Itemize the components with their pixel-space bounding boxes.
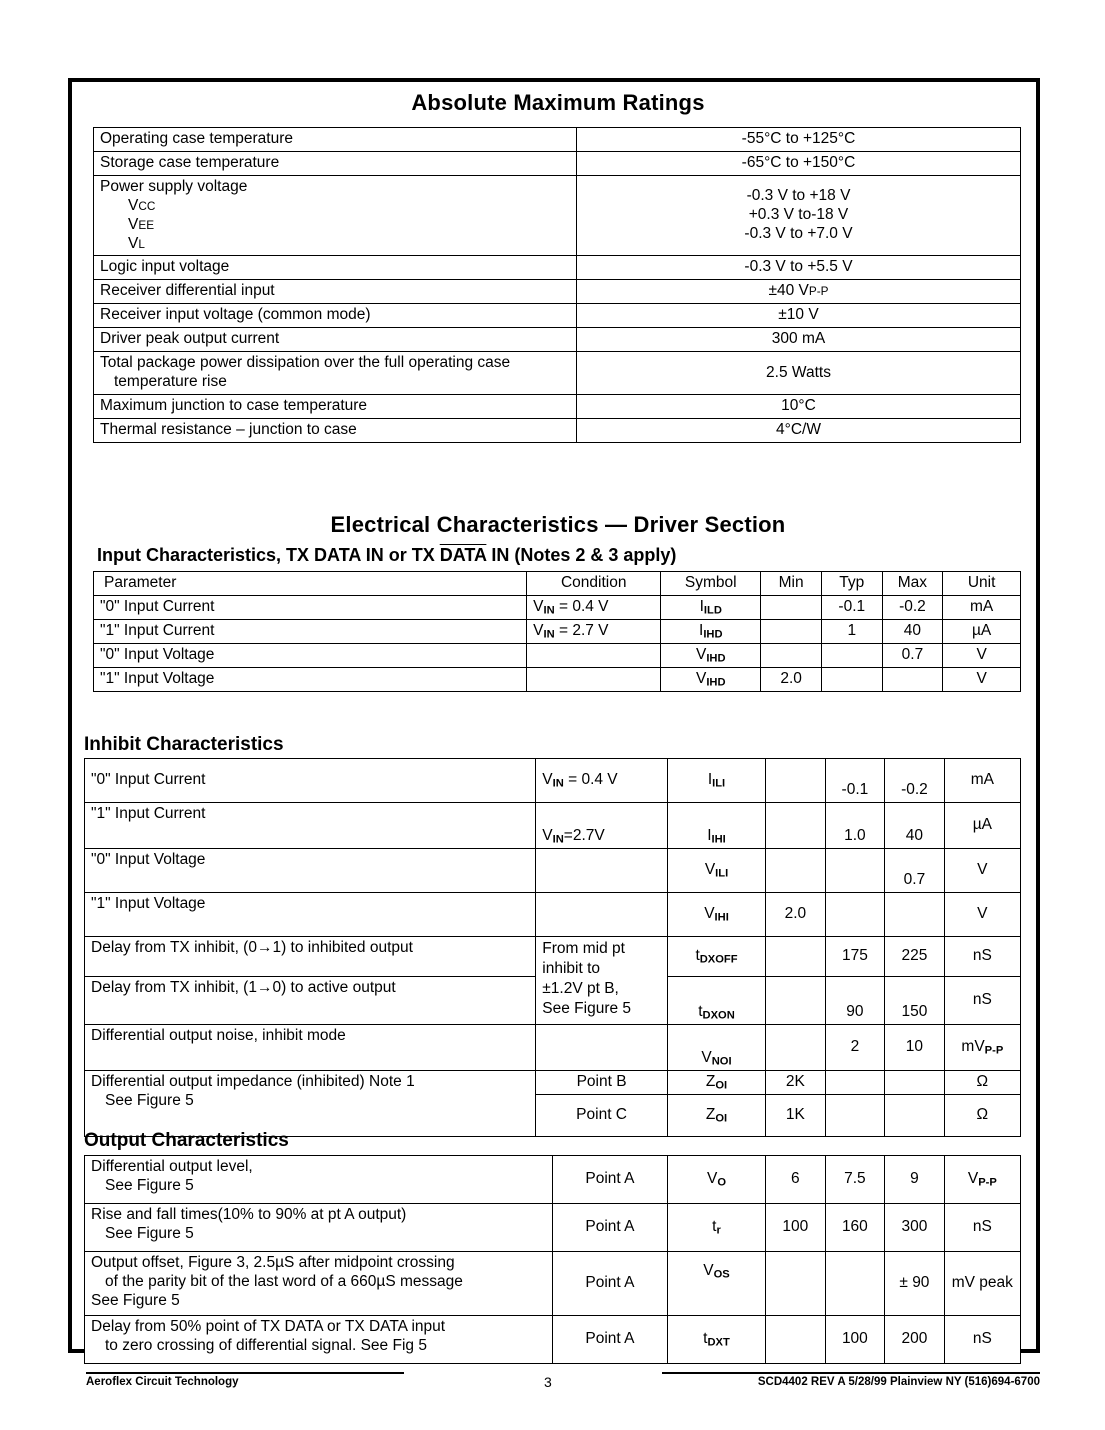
param: Differential output noise, inhibit mode: [85, 1025, 536, 1071]
amr-value: -0.3 V to +5.5 V: [577, 256, 1021, 280]
param: "0" Input Current: [85, 759, 536, 803]
condition: Point B: [536, 1071, 668, 1095]
amr-subparam-vee: VEE: [128, 215, 155, 233]
table-row: [85, 1252, 1021, 1316]
table-row: [85, 1316, 1021, 1364]
unit: nS: [944, 1316, 1020, 1364]
min: [761, 619, 822, 643]
typ: 1.0: [825, 803, 885, 849]
symbol: $V_{NOI}$: [667, 1025, 765, 1071]
min: [766, 1252, 826, 1316]
typ: [825, 893, 885, 937]
unit: Ω: [944, 1094, 1020, 1136]
max: 0.7: [882, 643, 943, 667]
col-max: Max: [882, 572, 943, 596]
param-line1: Differential output level,: [91, 1158, 253, 1175]
min: [766, 977, 826, 1025]
symbol: $V_{IHD}$: [661, 643, 761, 667]
condition: [536, 893, 668, 937]
min: 2K: [766, 1071, 826, 1095]
condition: Point A: [552, 1252, 667, 1316]
table-row: [85, 1156, 1021, 1204]
param-line1: Delay from 50% point of TX DATA or TX DATA input: [91, 1318, 446, 1335]
amr-param: Thermal resistance – junction to case: [94, 418, 577, 442]
typ: [825, 1094, 885, 1136]
param-line2: to zero crossing of differential signal. See Fig 5: [105, 1336, 427, 1354]
footer-rule-right: [662, 1372, 1040, 1374]
unit: V: [944, 849, 1020, 893]
typ: [821, 667, 882, 691]
max: 10: [885, 1025, 945, 1071]
amr-param: Driver peak output current: [94, 328, 577, 352]
table-row: [94, 328, 1021, 352]
symbol: $Z_{OI}$: [667, 1094, 765, 1136]
amr-param: Receiver differential input: [94, 280, 577, 304]
input-heading-post: IN (Notes 2 & 3 apply): [486, 545, 677, 565]
min: 2.0: [766, 893, 826, 937]
unit: nS: [944, 1204, 1020, 1252]
table-row: [85, 1204, 1021, 1252]
symbol: $I_{IHD}$: [661, 619, 761, 643]
min: [766, 759, 826, 803]
typ: -0.1: [821, 595, 882, 619]
param: "1" Input Voltage: [85, 893, 536, 937]
table-row: [85, 803, 1021, 849]
table-row: [94, 256, 1021, 280]
param: "0" Input Voltage: [85, 849, 536, 893]
amr-param-line2: temperature rise: [114, 372, 227, 390]
min: [766, 849, 826, 893]
amr-param-label: Power supply voltage: [100, 177, 248, 195]
footer-document-id: SCD4402 REV A 5/28/99 Plainview NY (516)694-6700: [757, 1376, 1040, 1388]
param: "0" Input Voltage: [94, 643, 527, 667]
unit: $mV_{P-P}$: [944, 1025, 1020, 1071]
param: [85, 1156, 553, 1204]
typ: 100: [825, 1316, 885, 1364]
max: ± 90: [885, 1252, 945, 1316]
max: [885, 893, 945, 937]
unit: V: [943, 643, 1021, 667]
condition: $V_{IN} = 0.4$ V: [527, 595, 661, 619]
condition: [536, 849, 668, 893]
condition-merged: [536, 937, 668, 1025]
condition-line1: From mid pt: [542, 940, 625, 957]
max: 200: [885, 1316, 945, 1364]
symbol: $V_O$: [667, 1156, 765, 1204]
unit: V: [944, 893, 1020, 937]
min: 2.0: [761, 667, 822, 691]
table-row: [85, 1025, 1021, 1071]
max: -0.2: [882, 595, 943, 619]
symbol: $t_{DXOFF}$: [667, 937, 765, 977]
symbol: $V_{IHI}$: [667, 893, 765, 937]
min: [766, 937, 826, 977]
unit: V: [943, 667, 1021, 691]
param: "1" Input Current: [94, 619, 527, 643]
param-line1: Rise and fall times(10% to 90% at pt A output): [91, 1206, 407, 1223]
page-footer: [68, 1368, 1040, 1398]
abs-max-title: Absolute Maximum Ratings: [411, 90, 705, 115]
unit: $V_{P-P}$: [944, 1156, 1020, 1204]
col-parameter: Parameter: [94, 572, 527, 596]
condition: $V_{IN} = 0.4$ V: [536, 759, 668, 803]
col-min: Min: [761, 572, 822, 596]
typ: [825, 849, 885, 893]
min: [766, 1316, 826, 1364]
amr-value: 2.5 Watts: [577, 352, 1021, 395]
table-row: [94, 304, 1021, 328]
input-heading-overline: DATA: [439, 545, 487, 565]
symbol: $V_{IHD}$: [661, 667, 761, 691]
param: "1" Input Current: [85, 803, 536, 849]
condition: Point A: [552, 1156, 667, 1204]
min: 1K: [766, 1094, 826, 1136]
amr-value-vee: +0.3 V to-18 V: [748, 206, 849, 224]
param-line2: See Figure 5: [105, 1091, 194, 1109]
max: -0.2: [885, 759, 945, 803]
max: 0.7: [885, 849, 945, 893]
min: [766, 1025, 826, 1071]
col-unit: Unit: [943, 572, 1021, 596]
max: [885, 1071, 945, 1095]
amr-subparam-vcc: VCC: [128, 196, 156, 214]
table-row: [85, 849, 1021, 893]
symbol: $Z_{OI}$: [667, 1071, 765, 1095]
typ: [821, 643, 882, 667]
symbol: $V_{OS}$: [667, 1252, 765, 1316]
amr-value-vpp: ±40 VP-P: [577, 280, 1021, 304]
inhibit-characteristics-table: [84, 758, 1021, 1137]
param-line1: Output offset, Figure 3, 2.5µS after midpoint crossing: [91, 1254, 455, 1271]
table-row: [94, 418, 1021, 442]
table-row: [94, 595, 1021, 619]
inhibit-characteristics-title: Inhibit Characteristics: [84, 734, 284, 755]
symbol: $V_{ILI}$: [667, 849, 765, 893]
typ: -0.1: [825, 759, 885, 803]
amr-value: ±10 V: [577, 304, 1021, 328]
max: 40: [885, 803, 945, 849]
symbol: $I_{ILD}$: [661, 595, 761, 619]
amr-param: Maximum junction to case temperature: [94, 394, 577, 418]
amr-subparam-vl: VL: [128, 234, 145, 252]
symbol: $t_{DXT}$: [667, 1316, 765, 1364]
typ: 175: [825, 937, 885, 977]
amr-param-power-supply: [94, 175, 577, 256]
amr-param: Receiver input voltage (common mode): [94, 304, 577, 328]
page-frame: [68, 78, 1040, 1353]
param-line3: See Figure 5: [91, 1291, 180, 1309]
param: "1" Input Voltage: [94, 667, 527, 691]
typ: 1: [821, 619, 882, 643]
amr-param-line1: Total package power dissipation over the full operating case: [100, 354, 511, 372]
max: 300: [885, 1204, 945, 1252]
table-row: [94, 643, 1021, 667]
col-symbol: Symbol: [661, 572, 761, 596]
max: 9: [885, 1156, 945, 1204]
unit: µA: [943, 619, 1021, 643]
typ: 2: [825, 1025, 885, 1071]
max: [882, 667, 943, 691]
footer-page-number: 3: [544, 1374, 552, 1390]
unit: mV peak: [944, 1252, 1020, 1316]
condition: Point A: [552, 1316, 667, 1364]
max: 150: [885, 977, 945, 1025]
param: [85, 1071, 536, 1137]
table-row: [94, 128, 1021, 152]
amr-value: 300 mA: [577, 328, 1021, 352]
footer-company: Aeroflex Circuit Technology: [86, 1376, 239, 1388]
amr-param: Logic input voltage: [94, 256, 577, 280]
table-row: [85, 1071, 1021, 1095]
table-row: [94, 175, 1021, 256]
amr-param: Storage case temperature: [94, 151, 577, 175]
amr-value-vl: -0.3 V to +7.0 V: [744, 225, 853, 243]
input-characteristics-heading: [97, 545, 676, 566]
table-row: [94, 667, 1021, 691]
table-row: [94, 394, 1021, 418]
input-characteristics-table: [93, 571, 1021, 692]
param: [85, 1316, 553, 1364]
typ: [825, 1252, 885, 1316]
amr-value: -65°C to +150°C: [577, 151, 1021, 175]
symbol: $t_r$: [667, 1204, 765, 1252]
condition: [527, 667, 661, 691]
param-line2: See Figure 5: [105, 1224, 194, 1242]
absolute-maximum-ratings-table: [93, 127, 1021, 443]
table-row: [94, 352, 1021, 395]
typ: 160: [825, 1204, 885, 1252]
typ: 7.5: [825, 1156, 885, 1204]
table-row: [94, 280, 1021, 304]
condition-line4: See Figure 5: [542, 1000, 632, 1018]
min: 6: [766, 1156, 826, 1204]
param: [85, 1252, 553, 1316]
unit: nS: [944, 977, 1020, 1025]
condition-line3: ±1.2V pt B,: [542, 980, 619, 998]
table-row: [85, 937, 1021, 977]
symbol: $t_{DXON}$: [667, 977, 765, 1025]
typ: [825, 1071, 885, 1095]
param: Delay from TX inhibit, (1→0) to active output: [85, 977, 536, 1025]
typ: 90: [825, 977, 885, 1025]
param-line2: of the parity bit of the last word of a 660µS message: [105, 1272, 463, 1290]
symbol: $I_{ILI}$: [667, 759, 765, 803]
unit: mA: [944, 759, 1020, 803]
param: "0" Input Current: [94, 595, 527, 619]
unit: Ω: [944, 1071, 1020, 1095]
min: [761, 643, 822, 667]
condition-line2: inhibit to: [542, 960, 601, 978]
unit: nS: [944, 937, 1020, 977]
table-row: [94, 619, 1021, 643]
footer-rule-left: [86, 1372, 404, 1374]
amr-param: Operating case temperature: [94, 128, 577, 152]
param-line2: See Figure 5: [105, 1176, 194, 1194]
condition: Point A: [552, 1204, 667, 1252]
amr-value: 4°C/W: [577, 418, 1021, 442]
unit: µA: [944, 803, 1020, 849]
table-row: [85, 759, 1021, 803]
col-typ: Typ: [821, 572, 882, 596]
param: [85, 1204, 553, 1252]
max: [885, 1094, 945, 1136]
amr-param-dissipation: [94, 352, 577, 395]
max: 225: [885, 937, 945, 977]
amr-value-vcc: -0.3 V to +18 V: [746, 187, 851, 205]
amr-value-power-supply: [577, 175, 1021, 256]
unit: mA: [943, 595, 1021, 619]
table-row: [94, 151, 1021, 175]
max: 40: [882, 619, 943, 643]
condition: $V_{IN} = 2.7$ V: [527, 619, 661, 643]
condition: [527, 643, 661, 667]
output-characteristics-title: Output Characteristics: [84, 1130, 289, 1151]
amr-value: 10°C: [577, 394, 1021, 418]
electrical-characteristics-title: Electrical Characteristics — Driver Section: [330, 512, 786, 537]
symbol: $I_{IHI}$: [667, 803, 765, 849]
param: Delay from TX inhibit, (0→1) to inhibited output: [85, 937, 536, 977]
col-condition: Condition: [527, 572, 661, 596]
min: 100: [766, 1204, 826, 1252]
param-line1: Differential output impedance (inhibited) Note 1: [91, 1073, 415, 1090]
condition: $V_{IN}=2.7V$: [536, 803, 668, 849]
table-header-row: [94, 572, 1021, 596]
table-row: [85, 893, 1021, 937]
input-heading-pre: Input Characteristics, TX DATA IN or TX: [97, 545, 440, 565]
min: [766, 803, 826, 849]
amr-value: -55°C to +125°C: [577, 128, 1021, 152]
min: [761, 595, 822, 619]
condition: [536, 1025, 668, 1071]
condition: Point C: [536, 1094, 668, 1136]
output-characteristics-table: [84, 1155, 1021, 1364]
